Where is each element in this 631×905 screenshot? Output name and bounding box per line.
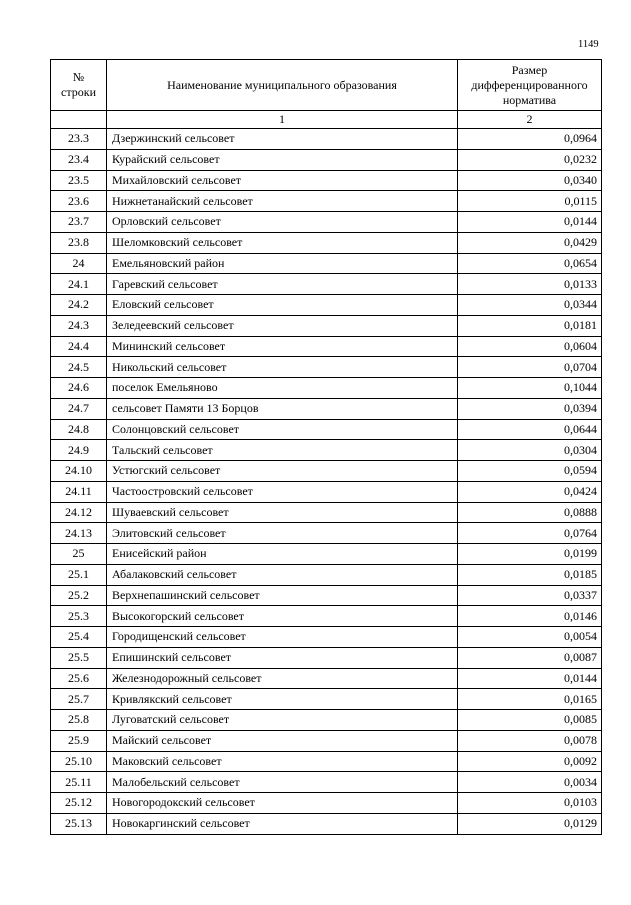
normative-value-cell: 0,0594	[458, 461, 602, 482]
table-row	[51, 523, 602, 544]
normative-value-cell: 0,0034	[458, 772, 602, 793]
row-number-cell: 25.9	[51, 730, 107, 751]
table-row	[51, 813, 602, 834]
municipality-name-cell: Тальский сельсовет	[107, 440, 458, 461]
municipality-name-cell: Железнодорожный сельсовет	[107, 668, 458, 689]
table-row	[51, 191, 602, 212]
table-row	[51, 357, 602, 378]
municipality-name-cell: Майский сельсовет	[107, 730, 458, 751]
normative-value-cell: 0,0054	[458, 627, 602, 648]
row-number-cell: 24.9	[51, 440, 107, 461]
municipality-name-cell: Никольский сельсовет	[107, 357, 458, 378]
row-number-cell: 24.7	[51, 398, 107, 419]
municipality-name-cell: Верхнепашинский сельсовет	[107, 585, 458, 606]
column-index-blank	[51, 111, 107, 129]
column-index-2: 2	[458, 111, 602, 129]
table-row	[51, 232, 602, 253]
table-row	[51, 315, 602, 336]
row-number-cell: 25	[51, 544, 107, 565]
table-row	[51, 751, 602, 772]
municipality-name-cell: поселок Емельяново	[107, 378, 458, 399]
municipality-name-cell: Енисейский район	[107, 544, 458, 565]
row-number-cell: 25.8	[51, 710, 107, 731]
normative-value-cell: 0,0103	[458, 793, 602, 814]
row-number-cell: 25.6	[51, 668, 107, 689]
normative-value-cell: 0,0115	[458, 191, 602, 212]
table-row	[51, 710, 602, 731]
normative-value-cell: 0,0087	[458, 647, 602, 668]
column-index-row	[51, 111, 602, 129]
municipality-name-cell: Малобельский сельсовет	[107, 772, 458, 793]
table-row	[51, 564, 602, 585]
normative-value-cell: 0,0092	[458, 751, 602, 772]
header-municipality-name: Наименование муниципального образования	[107, 60, 458, 111]
row-number-cell: 23.3	[51, 129, 107, 150]
normative-value-cell: 0,0964	[458, 129, 602, 150]
row-number-cell: 24.2	[51, 295, 107, 316]
table-row	[51, 606, 602, 627]
normative-value-cell: 0,0394	[458, 398, 602, 419]
row-number-cell: 25.11	[51, 772, 107, 793]
municipality-name-cell: Высокогорский сельсовет	[107, 606, 458, 627]
header-normative-size	[458, 60, 602, 111]
normative-value-cell: 0,0888	[458, 502, 602, 523]
municipality-name-cell: Устюгский сельсовет	[107, 461, 458, 482]
row-number-cell: 23.4	[51, 149, 107, 170]
table-row	[51, 295, 602, 316]
normative-value-cell: 0,0144	[458, 212, 602, 233]
municipality-name-cell: Зеледеевский сельсовет	[107, 315, 458, 336]
municipality-name-cell: Солонцовский сельсовет	[107, 419, 458, 440]
normative-value-cell: 0,0165	[458, 689, 602, 710]
row-number-cell: 25.5	[51, 647, 107, 668]
column-index-1: 1	[107, 111, 458, 129]
row-number-cell: 24.10	[51, 461, 107, 482]
row-number-cell: 24.1	[51, 274, 107, 295]
table-row	[51, 772, 602, 793]
normative-value-cell: 0,1044	[458, 378, 602, 399]
municipality-name-cell: сельсовет Памяти 13 Борцов	[107, 398, 458, 419]
row-number-cell: 23.7	[51, 212, 107, 233]
normative-value-cell: 0,0429	[458, 232, 602, 253]
table-row	[51, 793, 602, 814]
row-number-cell: 24	[51, 253, 107, 274]
row-number-cell: 24.4	[51, 336, 107, 357]
municipality-name-cell: Гаревский сельсовет	[107, 274, 458, 295]
normative-value-cell: 0,0344	[458, 295, 602, 316]
municipality-name-cell: Орловский сельсовет	[107, 212, 458, 233]
normative-value-cell: 0,0129	[458, 813, 602, 834]
table-row	[51, 544, 602, 565]
table-row	[51, 647, 602, 668]
normative-value-cell: 0,0764	[458, 523, 602, 544]
table-row	[51, 730, 602, 751]
table-row	[51, 689, 602, 710]
normative-value-cell: 0,0337	[458, 585, 602, 606]
municipality-name-cell: Мининский сельсовет	[107, 336, 458, 357]
table-row	[51, 170, 602, 191]
row-number-cell: 24.8	[51, 419, 107, 440]
table-row	[51, 378, 602, 399]
normative-value-cell: 0,0133	[458, 274, 602, 295]
municipality-name-cell: Шуваевский сельсовет	[107, 502, 458, 523]
municipality-name-cell: Михайловский сельсовет	[107, 170, 458, 191]
table-row	[51, 149, 602, 170]
header-row-number	[51, 60, 107, 111]
normative-value-cell: 0,0424	[458, 481, 602, 502]
row-number-cell: 25.7	[51, 689, 107, 710]
municipality-name-cell: Маковский сельсовет	[107, 751, 458, 772]
row-number-cell: 23.8	[51, 232, 107, 253]
normative-value-cell: 0,0604	[458, 336, 602, 357]
normative-value-cell: 0,0085	[458, 710, 602, 731]
normative-table	[50, 59, 602, 835]
normative-value-cell: 0,0304	[458, 440, 602, 461]
normative-value-cell: 0,0232	[458, 149, 602, 170]
normative-value-cell: 0,0340	[458, 170, 602, 191]
row-number-cell: 25.13	[51, 813, 107, 834]
municipality-name-cell: Новокаргинский сельсовет	[107, 813, 458, 834]
header-size-line-2: дифференцированного	[471, 77, 588, 92]
header-row-number-line-2: строки	[61, 85, 96, 99]
municipality-name-cell: Нижнетанайский сельсовет	[107, 191, 458, 212]
header-size-line-3: норматива	[502, 92, 557, 107]
table-row	[51, 627, 602, 648]
table-row	[51, 129, 602, 150]
normative-value-cell: 0,0704	[458, 357, 602, 378]
row-number-cell: 25.4	[51, 627, 107, 648]
table-row	[51, 585, 602, 606]
page-number: 1149	[578, 39, 599, 50]
row-number-cell: 24.3	[51, 315, 107, 336]
normative-value-cell: 0,0199	[458, 544, 602, 565]
municipality-name-cell: Курайский сельсовет	[107, 149, 458, 170]
normative-value-cell: 0,0644	[458, 419, 602, 440]
table-row	[51, 461, 602, 482]
municipality-name-cell: Абалаковский сельсовет	[107, 564, 458, 585]
header-row-number-line-1: №	[72, 70, 85, 84]
table-row	[51, 440, 602, 461]
table-body	[51, 129, 602, 835]
row-number-cell: 25.12	[51, 793, 107, 814]
normative-value-cell: 0,0654	[458, 253, 602, 274]
row-number-cell: 25.1	[51, 564, 107, 585]
row-number-cell: 24.6	[51, 378, 107, 399]
table-row	[51, 419, 602, 440]
table-row	[51, 668, 602, 689]
municipality-name-cell: Кривлякский сельсовет	[107, 689, 458, 710]
table-row	[51, 481, 602, 502]
municipality-name-cell: Емельяновский район	[107, 253, 458, 274]
municipality-name-cell: Частоостровский сельсовет	[107, 481, 458, 502]
row-number-cell: 24.13	[51, 523, 107, 544]
table-row	[51, 502, 602, 523]
normative-value-cell: 0,0185	[458, 564, 602, 585]
header-size-line-1: Размер	[511, 62, 548, 77]
row-number-cell: 25.3	[51, 606, 107, 627]
row-number-cell: 25.2	[51, 585, 107, 606]
normative-value-cell: 0,0146	[458, 606, 602, 627]
row-number-cell: 24.11	[51, 481, 107, 502]
municipality-name-cell: Епишинский сельсовет	[107, 647, 458, 668]
table-row	[51, 336, 602, 357]
row-number-cell: 24.5	[51, 357, 107, 378]
table-row	[51, 253, 602, 274]
municipality-name-cell: Городищенский сельсовет	[107, 627, 458, 648]
table-header-row	[51, 60, 602, 111]
table-row	[51, 398, 602, 419]
table-row	[51, 274, 602, 295]
municipality-name-cell: Элитовский сельсовет	[107, 523, 458, 544]
normative-value-cell: 0,0078	[458, 730, 602, 751]
row-number-cell: 23.6	[51, 191, 107, 212]
normative-value-cell: 0,0181	[458, 315, 602, 336]
municipality-name-cell: Луговатский сельсовет	[107, 710, 458, 731]
row-number-cell: 23.5	[51, 170, 107, 191]
row-number-cell: 24.12	[51, 502, 107, 523]
row-number-cell: 25.10	[51, 751, 107, 772]
municipality-name-cell: Новогородокский сельсовет	[107, 793, 458, 814]
municipality-name-cell: Еловский сельсовет	[107, 295, 458, 316]
municipality-name-cell: Шеломковский сельсовет	[107, 232, 458, 253]
normative-value-cell: 0,0144	[458, 668, 602, 689]
table-row	[51, 212, 602, 233]
municipality-name-cell: Дзержинский сельсовет	[107, 129, 458, 150]
